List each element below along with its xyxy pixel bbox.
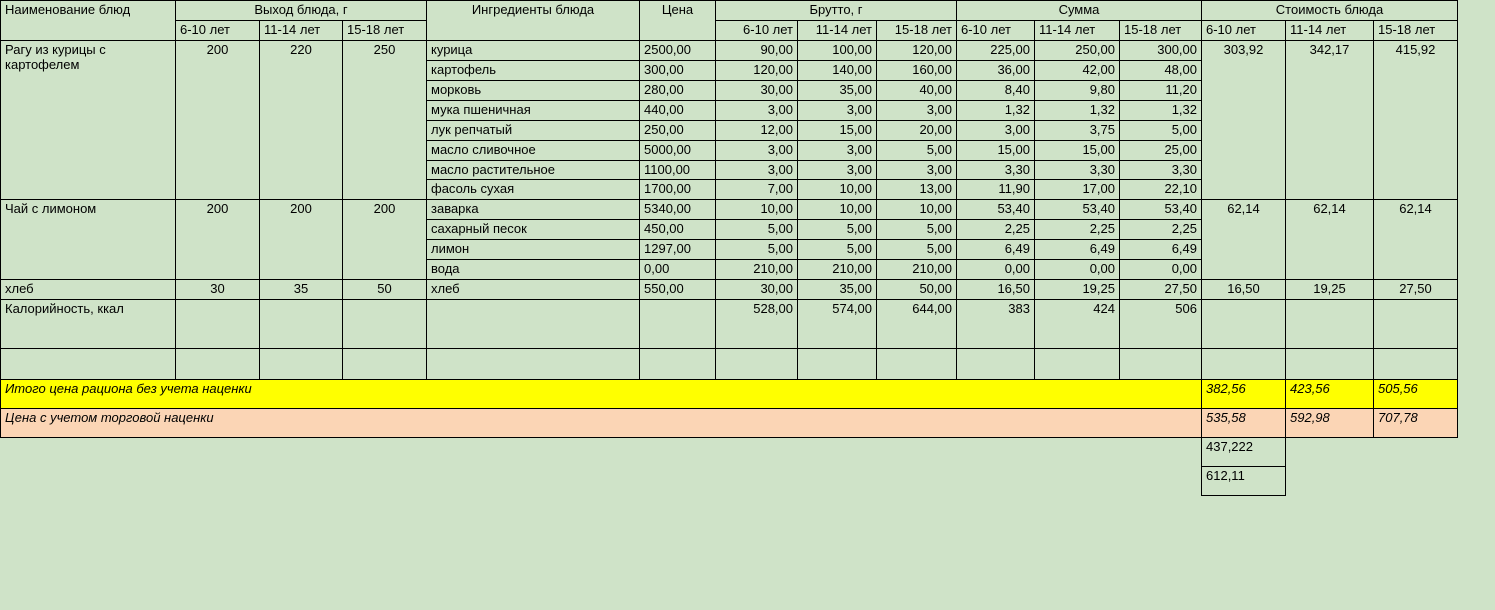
ingredient-name: морковь bbox=[427, 80, 640, 100]
extra-blank-3 bbox=[1374, 438, 1458, 467]
ingredient-brutto-age1: 30,00 bbox=[716, 80, 798, 100]
calories-blank-1 bbox=[176, 300, 260, 349]
ingredient-brutto-age3: 50,00 bbox=[877, 280, 957, 300]
total-with-markup-age3: 707,78 bbox=[1374, 409, 1458, 438]
ingredient-sum-age3: 300,00 bbox=[1120, 40, 1202, 60]
ingredient-price: 1700,00 bbox=[640, 180, 716, 200]
extra-blank-5 bbox=[1286, 467, 1374, 496]
ingredient-sum-age1: 0,00 bbox=[957, 260, 1035, 280]
calories-brutto-age2: 574,00 bbox=[798, 300, 877, 349]
extra-row-2 bbox=[1, 467, 1458, 496]
ingredient-name: мука пшеничная bbox=[427, 100, 640, 120]
ingredient-brutto-age2: 35,00 bbox=[798, 80, 877, 100]
table-row bbox=[1, 280, 1458, 300]
ingredient-brutto-age1: 12,00 bbox=[716, 120, 798, 140]
ingredient-brutto-age1: 7,00 bbox=[716, 180, 798, 200]
calories-blank-3 bbox=[343, 300, 427, 349]
ingredient-name: вода bbox=[427, 260, 640, 280]
dish-output-age3: 250 bbox=[343, 40, 427, 200]
total-with-markup-age1: 535,58 bbox=[1202, 409, 1286, 438]
extra-blank-2 bbox=[1286, 438, 1374, 467]
calories-blank-cost2 bbox=[1286, 300, 1374, 349]
ingredient-sum-age3: 1,32 bbox=[1120, 100, 1202, 120]
dish-cost-age1: 62,14 bbox=[1202, 200, 1286, 280]
ingredient-price: 550,00 bbox=[640, 280, 716, 300]
ingredient-name: курица bbox=[427, 40, 640, 60]
dish-output-age1: 200 bbox=[176, 200, 260, 280]
ingredient-brutto-age1: 30,00 bbox=[716, 280, 798, 300]
ingredient-sum-age3: 48,00 bbox=[1120, 60, 1202, 80]
spacer-cell bbox=[1374, 349, 1458, 380]
ingredient-name: лук репчатый bbox=[427, 120, 640, 140]
header-brutto-group: Брутто, г bbox=[716, 1, 957, 21]
ingredient-price: 300,00 bbox=[640, 60, 716, 80]
ingredient-price: 280,00 bbox=[640, 80, 716, 100]
ingredient-price: 250,00 bbox=[640, 120, 716, 140]
calories-brutto-age3: 644,00 bbox=[877, 300, 957, 349]
ingredient-sum-age3: 27,50 bbox=[1120, 280, 1202, 300]
ingredient-sum-age1: 11,90 bbox=[957, 180, 1035, 200]
ingredient-brutto-age1: 5,00 bbox=[716, 240, 798, 260]
header-brutto-age3: 15-18 лет bbox=[877, 20, 957, 40]
ingredient-brutto-age3: 3,00 bbox=[877, 160, 957, 180]
dish-cost-age3: 415,92 bbox=[1374, 40, 1458, 200]
ingredient-price: 5340,00 bbox=[640, 200, 716, 220]
ingredient-name: масло сливочное bbox=[427, 140, 640, 160]
header-brutto-age2: 11-14 лет bbox=[798, 20, 877, 40]
calories-sum-age1: 383 bbox=[957, 300, 1035, 349]
dish-cost-age2: 19,25 bbox=[1286, 280, 1374, 300]
calories-blank-2 bbox=[260, 300, 343, 349]
calories-blank-cost1 bbox=[1202, 300, 1286, 349]
ingredient-price: 440,00 bbox=[640, 100, 716, 120]
extra-blank-4 bbox=[1, 467, 1202, 496]
ingredient-sum-age3: 11,20 bbox=[1120, 80, 1202, 100]
header-output-group: Выход блюда, г bbox=[176, 1, 427, 21]
header-cost-age1: 6-10 лет bbox=[1202, 20, 1286, 40]
ingredient-brutto-age2: 10,00 bbox=[798, 180, 877, 200]
ingredient-price: 5000,00 bbox=[640, 140, 716, 160]
header-ingredients: Ингредиенты блюда bbox=[427, 1, 640, 41]
ingredient-sum-age1: 15,00 bbox=[957, 140, 1035, 160]
extra-blank-6 bbox=[1374, 467, 1458, 496]
dish-cost-age1: 303,92 bbox=[1202, 40, 1286, 200]
spacer-cell bbox=[1, 349, 176, 380]
ingredient-name: фасоль сухая bbox=[427, 180, 640, 200]
header-cost-age2: 11-14 лет bbox=[1286, 20, 1374, 40]
ingredient-sum-age3: 22,10 bbox=[1120, 180, 1202, 200]
table-header-row-1 bbox=[1, 1, 1458, 21]
ingredient-brutto-age3: 3,00 bbox=[877, 100, 957, 120]
header-brutto-age1: 6-10 лет bbox=[716, 20, 798, 40]
ingredient-brutto-age2: 15,00 bbox=[798, 120, 877, 140]
header-output-age1: 6-10 лет bbox=[176, 20, 260, 40]
table-header-row-2 bbox=[1, 20, 1458, 40]
ingredient-sum-age2: 19,25 bbox=[1035, 280, 1120, 300]
total-no-markup-age3: 505,56 bbox=[1374, 380, 1458, 409]
ingredient-sum-age1: 6,49 bbox=[957, 240, 1035, 260]
extra-value-1: 437,222 bbox=[1202, 438, 1286, 467]
ingredient-brutto-age1: 10,00 bbox=[716, 200, 798, 220]
ingredient-sum-age2: 3,30 bbox=[1035, 160, 1120, 180]
ingredient-price: 0,00 bbox=[640, 260, 716, 280]
ingredient-brutto-age2: 100,00 bbox=[798, 40, 877, 60]
ingredient-brutto-age1: 90,00 bbox=[716, 40, 798, 60]
ingredient-brutto-age1: 3,00 bbox=[716, 160, 798, 180]
ingredient-sum-age3: 0,00 bbox=[1120, 260, 1202, 280]
header-sum-age2: 11-14 лет bbox=[1035, 20, 1120, 40]
total-row-no-markup bbox=[1, 380, 1458, 409]
extra-row-1 bbox=[1, 438, 1458, 467]
ingredient-sum-age2: 0,00 bbox=[1035, 260, 1120, 280]
total-with-markup-age2: 592,98 bbox=[1286, 409, 1374, 438]
spacer-row bbox=[1, 349, 1458, 380]
total-with-markup-label: Цена с учетом торговой наценки bbox=[1, 409, 1202, 438]
dish-output-age2: 220 bbox=[260, 40, 343, 200]
spacer-cell bbox=[176, 349, 260, 380]
total-row-with-markup bbox=[1, 409, 1458, 438]
header-cost-age3: 15-18 лет bbox=[1374, 20, 1458, 40]
ingredient-brutto-age3: 5,00 bbox=[877, 140, 957, 160]
ingredient-price: 2500,00 bbox=[640, 40, 716, 60]
calories-brutto-age1: 528,00 bbox=[716, 300, 798, 349]
ingredient-brutto-age3: 13,00 bbox=[877, 180, 957, 200]
spacer-cell bbox=[260, 349, 343, 380]
spacer-cell bbox=[877, 349, 957, 380]
spacer-cell bbox=[716, 349, 798, 380]
ingredient-sum-age1: 1,32 bbox=[957, 100, 1035, 120]
header-sum-group: Сумма bbox=[957, 1, 1202, 21]
ingredient-sum-age2: 15,00 bbox=[1035, 140, 1120, 160]
ingredient-sum-age1: 53,40 bbox=[957, 200, 1035, 220]
total-no-markup-label: Итого цена рациона без учета наценки bbox=[1, 380, 1202, 409]
spacer-cell bbox=[1286, 349, 1374, 380]
ingredient-sum-age2: 42,00 bbox=[1035, 60, 1120, 80]
ingredient-sum-age2: 250,00 bbox=[1035, 40, 1120, 60]
ingredient-sum-age3: 3,30 bbox=[1120, 160, 1202, 180]
dish-name: Рагу из курицы с картофелем bbox=[1, 40, 176, 200]
calories-label: Калорийность, ккал bbox=[1, 300, 176, 349]
ingredient-brutto-age2: 35,00 bbox=[798, 280, 877, 300]
dish-output-age3: 50 bbox=[343, 280, 427, 300]
ingredient-sum-age2: 9,80 bbox=[1035, 80, 1120, 100]
spacer-cell bbox=[640, 349, 716, 380]
dish-cost-age3: 27,50 bbox=[1374, 280, 1458, 300]
ingredient-sum-age3: 5,00 bbox=[1120, 120, 1202, 140]
ingredient-brutto-age2: 5,00 bbox=[798, 220, 877, 240]
spacer-cell bbox=[1202, 349, 1286, 380]
dish-cost-age2: 342,17 bbox=[1286, 40, 1374, 200]
ingredient-brutto-age3: 5,00 bbox=[877, 220, 957, 240]
ingredient-sum-age1: 16,50 bbox=[957, 280, 1035, 300]
header-output-age2: 11-14 лет bbox=[260, 20, 343, 40]
ingredient-brutto-age2: 210,00 bbox=[798, 260, 877, 280]
spacer-cell bbox=[343, 349, 427, 380]
header-dish-name: Наименование блюд bbox=[1, 1, 176, 41]
ingredient-sum-age2: 17,00 bbox=[1035, 180, 1120, 200]
ingredient-name: лимон bbox=[427, 240, 640, 260]
dish-output-age2: 35 bbox=[260, 280, 343, 300]
dish-name: Чай с лимоном bbox=[1, 200, 176, 280]
ingredient-brutto-age2: 140,00 bbox=[798, 60, 877, 80]
calories-blank-price bbox=[640, 300, 716, 349]
calories-blank-ingredient bbox=[427, 300, 640, 349]
total-no-markup-age2: 423,56 bbox=[1286, 380, 1374, 409]
header-sum-age3: 15-18 лет bbox=[1120, 20, 1202, 40]
ingredient-brutto-age2: 5,00 bbox=[798, 240, 877, 260]
ingredient-sum-age3: 25,00 bbox=[1120, 140, 1202, 160]
ingredient-sum-age2: 53,40 bbox=[1035, 200, 1120, 220]
ingredient-sum-age3: 53,40 bbox=[1120, 200, 1202, 220]
extra-blank-1 bbox=[1, 438, 1202, 467]
ingredient-name: масло растительное bbox=[427, 160, 640, 180]
ingredient-sum-age1: 225,00 bbox=[957, 40, 1035, 60]
calories-blank-cost3 bbox=[1374, 300, 1458, 349]
ingredient-sum-age1: 3,30 bbox=[957, 160, 1035, 180]
ingredient-brutto-age2: 3,00 bbox=[798, 100, 877, 120]
ingredient-brutto-age1: 5,00 bbox=[716, 220, 798, 240]
ingredient-sum-age1: 8,40 bbox=[957, 80, 1035, 100]
ingredient-sum-age2: 2,25 bbox=[1035, 220, 1120, 240]
ingredient-brutto-age3: 120,00 bbox=[877, 40, 957, 60]
dish-output-age3: 200 bbox=[343, 200, 427, 280]
ingredient-price: 1100,00 bbox=[640, 160, 716, 180]
ingredient-price: 450,00 bbox=[640, 220, 716, 240]
ingredient-brutto-age2: 3,00 bbox=[798, 140, 877, 160]
ingredient-brutto-age3: 10,00 bbox=[877, 200, 957, 220]
spacer-cell bbox=[1035, 349, 1120, 380]
spacer-cell bbox=[957, 349, 1035, 380]
ingredient-sum-age1: 2,25 bbox=[957, 220, 1035, 240]
calories-sum-age3: 506 bbox=[1120, 300, 1202, 349]
header-price: Цена bbox=[640, 1, 716, 41]
ingredient-sum-age2: 1,32 bbox=[1035, 100, 1120, 120]
ingredient-brutto-age3: 5,00 bbox=[877, 240, 957, 260]
ingredient-sum-age3: 6,49 bbox=[1120, 240, 1202, 260]
dish-output-age2: 200 bbox=[260, 200, 343, 280]
total-no-markup-age1: 382,56 bbox=[1202, 380, 1286, 409]
ingredient-brutto-age2: 10,00 bbox=[798, 200, 877, 220]
ingredient-brutto-age1: 120,00 bbox=[716, 60, 798, 80]
ingredient-name: заварка bbox=[427, 200, 640, 220]
dish-name: хлеб bbox=[1, 280, 176, 300]
ingredient-brutto-age3: 210,00 bbox=[877, 260, 957, 280]
dish-output-age1: 30 bbox=[176, 280, 260, 300]
ingredient-brutto-age1: 210,00 bbox=[716, 260, 798, 280]
table-row bbox=[1, 200, 1458, 220]
ingredient-brutto-age2: 3,00 bbox=[798, 160, 877, 180]
ingredient-price: 1297,00 bbox=[640, 240, 716, 260]
calories-sum-age2: 424 bbox=[1035, 300, 1120, 349]
dish-cost-age3: 62,14 bbox=[1374, 200, 1458, 280]
dish-output-age1: 200 bbox=[176, 40, 260, 200]
ingredient-brutto-age1: 3,00 bbox=[716, 140, 798, 160]
ingredient-brutto-age3: 160,00 bbox=[877, 60, 957, 80]
ingredient-sum-age2: 3,75 bbox=[1035, 120, 1120, 140]
ingredient-name: сахарный песок bbox=[427, 220, 640, 240]
table-row bbox=[1, 40, 1458, 60]
ingredient-brutto-age3: 40,00 bbox=[877, 80, 957, 100]
spacer-cell bbox=[1120, 349, 1202, 380]
header-cost-group: Стоимость блюда bbox=[1202, 1, 1458, 21]
spacer-cell bbox=[427, 349, 640, 380]
header-sum-age1: 6-10 лет bbox=[957, 20, 1035, 40]
spacer-cell bbox=[798, 349, 877, 380]
ingredient-brutto-age1: 3,00 bbox=[716, 100, 798, 120]
dish-cost-age2: 62,14 bbox=[1286, 200, 1374, 280]
ingredient-name: картофель bbox=[427, 60, 640, 80]
header-output-age3: 15-18 лет bbox=[343, 20, 427, 40]
ingredient-sum-age3: 2,25 bbox=[1120, 220, 1202, 240]
ingredient-sum-age2: 6,49 bbox=[1035, 240, 1120, 260]
dish-cost-age1: 16,50 bbox=[1202, 280, 1286, 300]
ingredient-name: хлеб bbox=[427, 280, 640, 300]
ingredient-sum-age1: 3,00 bbox=[957, 120, 1035, 140]
extra-value-2: 612,11 bbox=[1202, 467, 1286, 496]
ingredient-sum-age1: 36,00 bbox=[957, 60, 1035, 80]
calories-row bbox=[1, 300, 1458, 349]
ingredient-brutto-age3: 20,00 bbox=[877, 120, 957, 140]
